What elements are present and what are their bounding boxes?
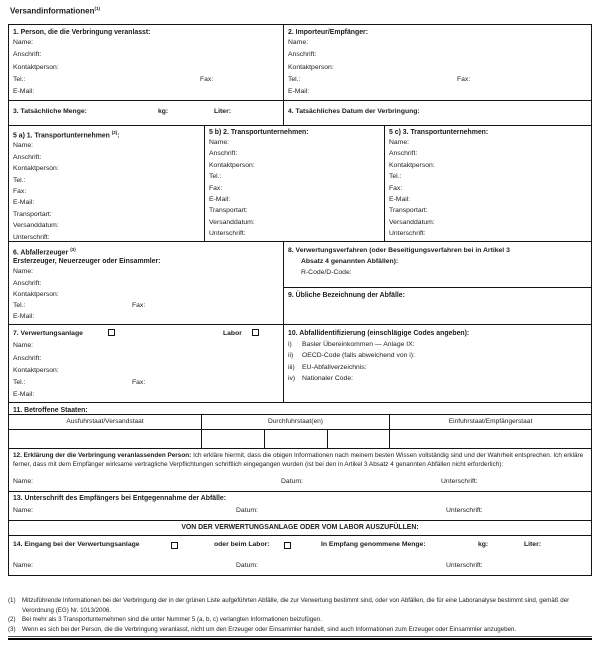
durchfuhrstaat-cell-1: [201, 430, 264, 448]
name-label: Name:: [288, 39, 309, 46]
tel-label: Tel.:: [288, 75, 301, 83]
box-5a-transportunternehmen: [9, 126, 205, 241]
eingang-labor-checkbox[interactable]: [284, 542, 291, 549]
box-6-abfallerzeuger: [9, 242, 284, 324]
labor-label: Labor: [223, 330, 242, 337]
eingang-verwertungsanlage-checkbox[interactable]: [171, 542, 178, 549]
versanddatum-label: Versanddatum:: [209, 218, 255, 226]
name-label: Name:: [13, 478, 34, 485]
col-8-9: [284, 242, 591, 324]
anschrift-label: Anschrift:: [13, 153, 42, 161]
email-label: E-Mail:: [389, 196, 411, 204]
oder-beim-labor-label: oder beim Labor:: [214, 541, 270, 548]
row-7-10: [9, 324, 591, 402]
name-label: Name:: [209, 139, 230, 146]
box-9-bezeichnung: [284, 288, 591, 324]
box-4-title: 4. Tatsächliches Datum der Verbringung:: [288, 108, 420, 115]
box-5a-colon: :: [117, 132, 120, 140]
kontaktperson-label: Kontaktperson:: [209, 161, 255, 169]
box-3-title: 3. Tatsächliche Menge:: [13, 108, 87, 115]
name-label: Name:: [389, 139, 410, 146]
box-11-betroffene-staaten: [9, 402, 591, 448]
kontaktperson-label: Kontaktperson:: [13, 165, 59, 173]
fax-label: Fax:: [13, 187, 27, 195]
liter-label: Liter:: [524, 541, 541, 548]
transportart-label: Transportart:: [209, 207, 248, 215]
item-text: Basler Übereinkommen — Anlage IX:: [302, 341, 415, 348]
ausfuhrstaat-cell: [9, 430, 201, 448]
signature-line: [9, 478, 591, 488]
name-label: Name:: [13, 507, 34, 514]
unterschrift-label: Unterschrift:: [209, 230, 246, 238]
box-7-title: 7. Verwertungsanlage: [13, 330, 83, 337]
box-7-verwertungsanlage: [9, 325, 284, 402]
box-1-title: 1. Person, die die Verbringung veranlasst:: [13, 29, 151, 36]
unterschrift-label: Unterschrift:: [446, 562, 483, 569]
fax-label: Fax:: [457, 75, 471, 83]
tel-label: Tel.:: [209, 173, 222, 181]
box-8-title-line2: Absatz 4 genannten Abfällen):: [301, 258, 399, 265]
states-table-header: [9, 414, 591, 429]
waste-code-item: [288, 350, 587, 361]
email-label: E-Mail:: [209, 196, 231, 204]
box-13-unterschrift-empfaenger: [9, 491, 591, 520]
anschrift-label: Anschrift:: [288, 51, 317, 59]
waste-code-item: [288, 339, 587, 350]
banner-text: VON DER VERWERTUNGSANLAGE ODER VOM LABOR AUSZUFÜLLEN:: [181, 524, 419, 531]
footnotes: [8, 596, 594, 635]
box-8-verwertungsverfahren: [284, 242, 591, 288]
footnote-num: (3): [8, 626, 16, 634]
name-label: Name:: [13, 39, 34, 46]
tel-label: Tel.:: [13, 301, 26, 309]
unterschrift-label: Unterschrift:: [441, 478, 478, 485]
kontaktperson-label: Kontaktperson:: [288, 63, 334, 71]
box-10-abfallidentifizierung: [284, 325, 591, 402]
box-4-datum: [284, 101, 591, 125]
unterschrift-label: Unterschrift:: [389, 230, 426, 238]
kontaktperson-label: Kontaktperson:: [13, 366, 59, 374]
kontaktperson-label: Kontaktperson:: [389, 161, 435, 169]
fax-label: Fax:: [200, 75, 214, 83]
rcode-dcode-label: R-Code/D-Code:: [301, 269, 352, 276]
declaration-text: [9, 449, 591, 470]
footnote-num: (2): [8, 616, 16, 624]
name-label: Name:: [13, 342, 34, 350]
datum-label: Datum:: [236, 507, 258, 514]
tel-label: Tel.:: [389, 173, 402, 181]
box-2-title: 2. Importeur/Empfänger:: [288, 29, 369, 36]
signature-line: [9, 562, 591, 572]
tel-label: Tel.:: [13, 379, 26, 387]
states-table-row: [9, 429, 591, 448]
versanddatum-label: Versanddatum:: [389, 218, 435, 226]
unterschrift-label: Unterschrift:: [13, 233, 50, 241]
box-6-title: 6. Abfallerzeuger: [13, 249, 71, 257]
col-ausfuhrstaat: Ausfuhrstaat/Versandstaat: [66, 418, 144, 425]
item-num: ii): [288, 352, 294, 360]
box-5c-title: 5 c) 3. Transportunternehmen:: [389, 129, 489, 136]
states-table: [9, 414, 591, 448]
col-einfuhrstaat: Einfuhrstaat/Empfängerstaat: [389, 415, 591, 429]
item-num: iii): [288, 363, 295, 371]
box-11-title: 11. Betroffene Staaten:: [13, 407, 88, 414]
box-1-person: [9, 25, 284, 100]
row-3-4: [9, 100, 591, 125]
row-1-2: [9, 25, 591, 100]
box-6-footnote-ref: (3): [70, 247, 76, 252]
kg-label: kg:: [158, 108, 169, 115]
footnote-1: [8, 596, 594, 615]
email-label: E-Mail:: [13, 313, 35, 321]
page-title-footnote-ref: (1): [94, 6, 100, 11]
footnote-3: [8, 625, 594, 635]
signature-line: [9, 507, 591, 517]
col-durchfuhrstaat: Durchfuhrstaat(en): [201, 415, 389, 429]
box-5c-transportunternehmen: [385, 126, 591, 241]
footnote-num: (1): [8, 597, 16, 604]
email-label: E-Mail:: [13, 88, 35, 96]
durchfuhrstaat-cell-3: [327, 430, 389, 448]
item-num: i): [288, 341, 292, 348]
labor-checkbox[interactable]: [252, 329, 259, 336]
waste-code-item: [288, 373, 587, 384]
name-label: Name:: [13, 562, 34, 569]
box-5b-transportunternehmen: [205, 126, 385, 241]
row-5-transport: [9, 125, 591, 241]
verwertungsanlage-checkbox[interactable]: [108, 329, 115, 336]
item-num: iv): [288, 375, 296, 383]
liter-label: Liter:: [214, 108, 231, 115]
datum-label: Datum:: [236, 562, 258, 569]
name-label: Name:: [13, 268, 34, 276]
bottom-rule: [8, 636, 592, 640]
box-10-title: 10. Abfallidentifizierung (einschlägige Codes angeben):: [288, 330, 470, 337]
menge-label: In Empfang genommene Menge:: [321, 541, 426, 548]
durchfuhrstaat-cell-2: [264, 430, 327, 448]
item-text: EU-Abfallverzeichnis:: [302, 363, 367, 371]
box-13-title: 13. Unterschrift des Empfängers bei Entgegennahme der Abfälle:: [13, 495, 227, 502]
versanddatum-label: Versanddatum:: [13, 222, 59, 230]
box-12-body: Ich erkläre hiermit, dass die obigen Informationen nach meinem besten Wissen vollständig sind und der Wahrheit entsprechen. Ich erkläre ferner, dass mit dem Empfänger wirksame vertragliche Verpflichtungen schriftlich eingegangen wurden (ist bei den in Artikel 3 Absatz 4 genannten Abfällen nicht erforderlich):: [13, 452, 584, 469]
footnote-text: Bei mehr als 3 Transportunternehmen sind die unter Nummer 5 (a, b, c) verlangten Informationen beizufügen.: [22, 616, 322, 624]
page-title-text: Versandinformationen: [10, 6, 95, 16]
box-14-title: 14. Eingang bei der Verwertungsanlage: [13, 541, 140, 548]
box-9-title: 9. Übliche Bezeichnung der Abfälle:: [288, 292, 405, 299]
item-text: Nationaler Code:: [302, 375, 354, 383]
shipment-form: [8, 24, 592, 576]
kontaktperson-label: Kontaktperson:: [13, 63, 59, 71]
box-14-eingang: [9, 535, 591, 575]
name-label: Name:: [13, 142, 34, 150]
kg-label: kg:: [478, 541, 489, 548]
box-5a-footnote-ref: (2): [111, 130, 118, 135]
transportart-label: Transportart:: [13, 210, 52, 218]
box-6-subtitle: Ersterzeuger, Neuerzeuger oder Einsammler:: [13, 258, 161, 266]
row-6-8-9: [9, 241, 591, 324]
kontaktperson-label: Kontaktperson:: [13, 290, 59, 298]
box-14-header: [9, 541, 591, 553]
fax-label: Fax:: [132, 301, 146, 309]
email-label: E-Mail:: [288, 88, 310, 96]
tel-label: Tel.:: [13, 176, 26, 184]
fax-label: Fax:: [389, 184, 403, 192]
footnote-text: Wenn es sich bei der Person, die die Verbringung veranlasst, nicht um den Erzeuger oder Einsammler handelt, sind auch Informationen zum Erzeuger oder Einsammler anzugeben.: [22, 626, 517, 634]
item-text: OECD-Code (falls abweichend von i):: [302, 352, 415, 360]
anschrift-label: Anschrift:: [13, 51, 42, 59]
tel-label: Tel.:: [13, 75, 26, 83]
transportart-label: Transportart:: [389, 207, 428, 215]
unterschrift-label: Unterschrift:: [446, 507, 483, 514]
email-label: E-Mail:: [13, 391, 35, 399]
page-title: [10, 6, 100, 16]
anschrift-label: Anschrift:: [389, 150, 418, 158]
datum-label: Datum:: [281, 478, 303, 485]
email-label: E-Mail:: [13, 199, 35, 207]
waste-code-item: [288, 362, 587, 373]
box-12-erklaerung: [9, 448, 591, 491]
box-12-title: 12. Erklärung der die Verbringung veranlassenden Person:: [13, 452, 192, 459]
footnote-2: [8, 615, 594, 625]
box-3-menge: [9, 101, 284, 125]
footnote-text: Mitzuführende Informationen bei der Verbringung der in der grünen Liste aufgeführten Abfälle, die zur Verwertung bestimmt sind, oder von Abfällen, die für eine Laboranalyse bestimmt sind, gemäß der Verordnung (EG) Nr. 1013/2006.: [22, 597, 570, 614]
fax-label: Fax:: [209, 184, 223, 192]
fax-label: Fax:: [132, 379, 146, 387]
lab-section-banner: [9, 520, 591, 535]
anschrift-label: Anschrift:: [13, 279, 42, 287]
anschrift-label: Anschrift:: [209, 150, 238, 158]
box-5b-title: 5 b) 2. Transportunternehmen:: [209, 129, 309, 136]
einfuhrstaat-cell: [389, 430, 591, 448]
box-5a-title: 5 a) 1. Transportunternehmen: [13, 132, 112, 140]
anschrift-label: Anschrift:: [13, 354, 42, 362]
box-8-title-line1: 8. Verwertungsverfahren (oder Beseitigungsverfahren bei in Artikel 3: [288, 247, 510, 254]
box-2-importeur: [284, 25, 591, 100]
